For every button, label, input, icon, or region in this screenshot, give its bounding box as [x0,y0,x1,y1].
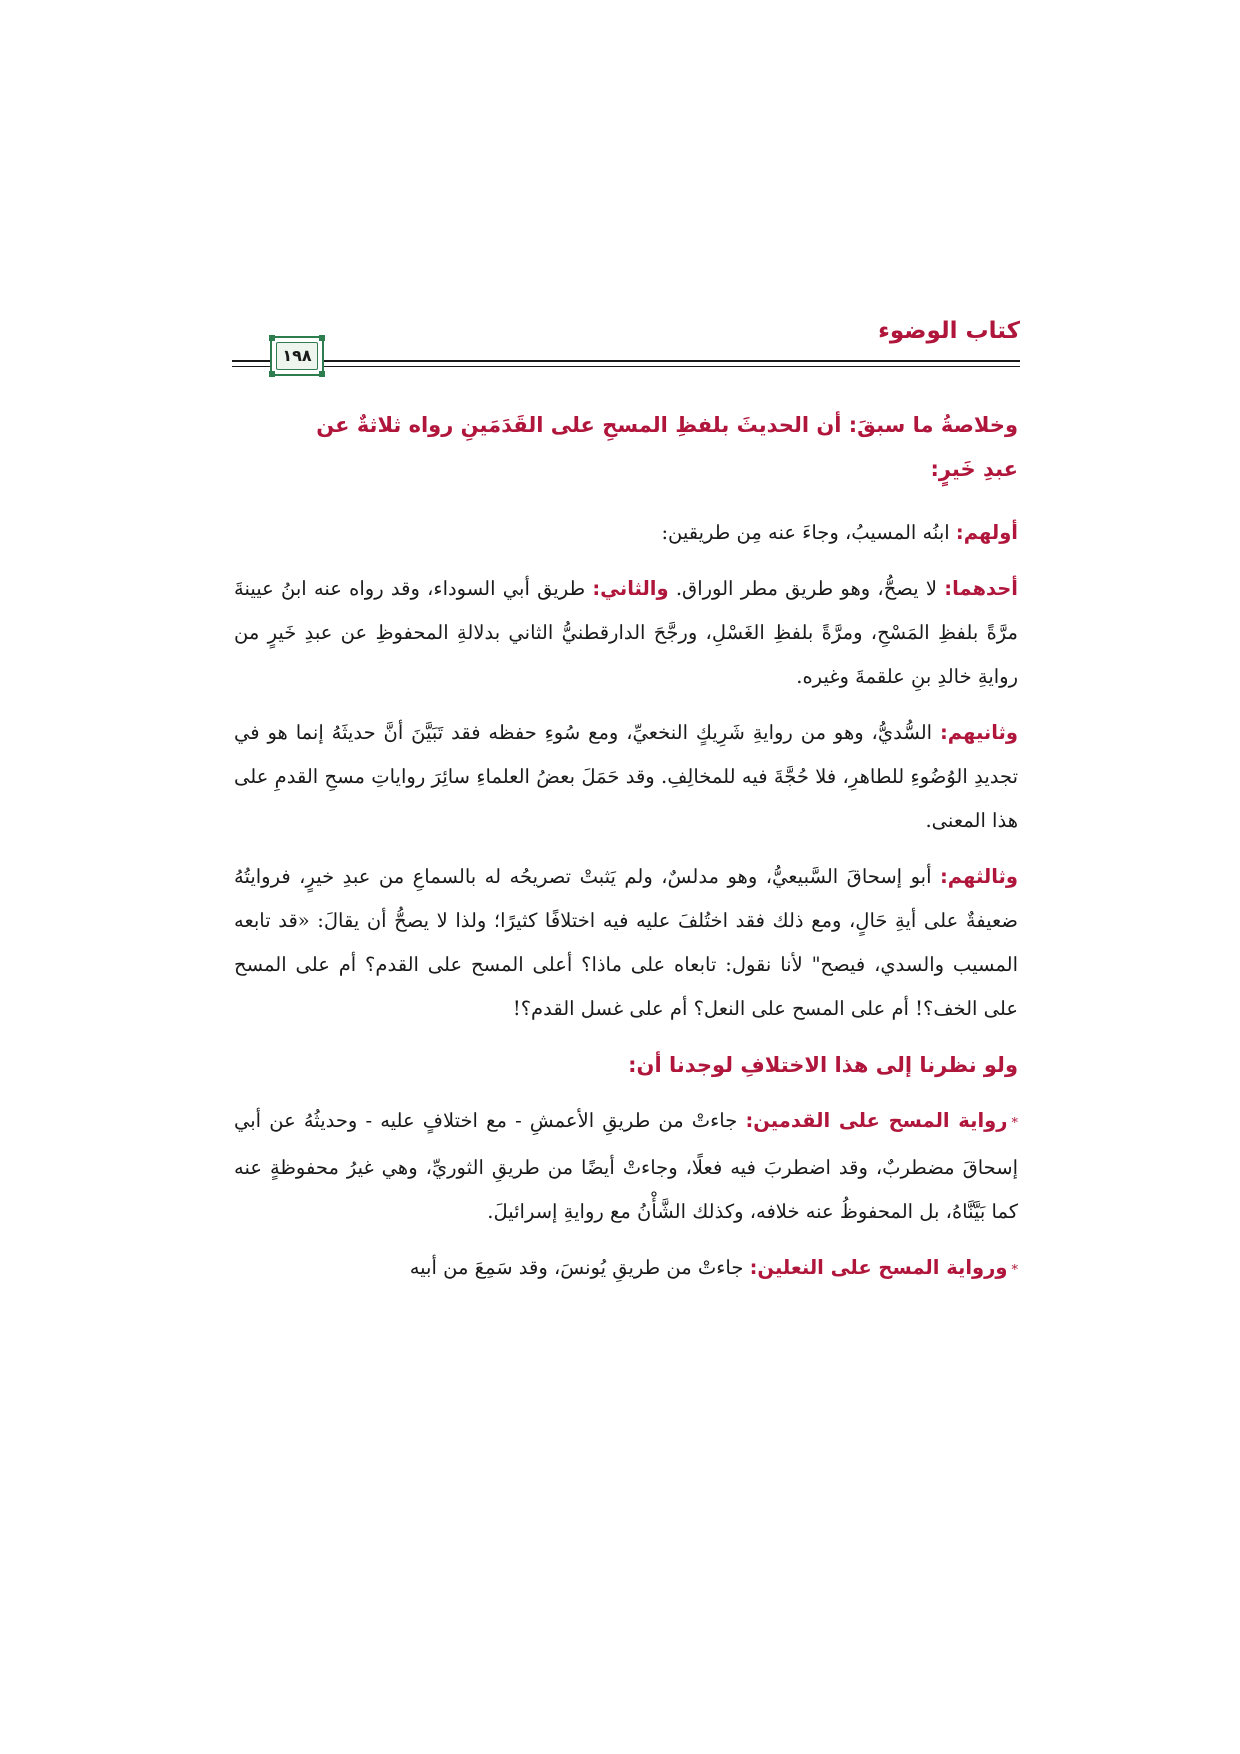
summary-line-1: وخلاصةُ ما سبقَ: أن الحديثَ بلفظِ المسحِ على القَدَمَينِ رواه ثلاثةٌ عن [316,413,1018,437]
paragraph-feet-narration [234,1099,1018,1234]
page-number-badge [270,336,324,376]
sandals-text: جاءتْ من طريقِ يُونسَ، وقد سَمِعَ من أبيه [409,1256,750,1279]
paragraph-second-narrator [234,711,1018,843]
page-number: ١٩٨ [282,346,312,365]
paragraph-first-narrator [234,511,1018,555]
feet-text: جاءتْ من طريقِ الأعمشِ - مع اختلافٍ عليه - وحديثُهُ عن أبي إسحاقَ مضطربٌ، وقد اضطربَ فيه فعلًا، وجاءتْ أيضًا من طريقِ الثوريِّ، وهي غيرُ محفوظةٍ عنه كما بَيَّنَّاهُ، بل المحفوظُ عنه خلافه، وكذلك الشَّأْنُ مع روايةِ إسرائيلَ. [234,1109,1018,1223]
paragraph-third-narrator [234,855,1018,1031]
badge-corner-ornament [269,371,275,377]
second-route-text: طريق أبي السوداء، وقد رواه عنه ابنُ عيينةَ مرَّةً بلفظِ المَسْحِ، ومرَّةً بلفظِ الغَسْلِ، ورجَّحَ الدارقطنيُّ الثاني بدلالةِ المحفوظِ عن عبدِ خَيرٍ من روايةِ خالدِ بنِ علقمةَ وغيره. [234,577,1018,688]
header-rule-top [232,360,1020,362]
second-text: السُّديُّ، وهو من روايةِ شَرِيكٍ النخعيِّ، ومع سُوءِ حفظه فقد تَبَيَّنَ أنَّ حديثَهُ إنما هو في تجديدِ الوُضُوءِ للطاهرِ، فلا حُجَّةَ فيه للمخالِفِ. وقد حَمَلَ بعضُ العلماءِ سائِرَ رواياتِ مسحِ القدمِ على هذا المعنى. [234,721,1018,832]
one-of-two-text: لا يصحُّ، وهو طريق مطر الوراق. [668,577,945,600]
looking-heading: ولو نظرنا إلى هذا الاختلافِ لوجدنا أن: [628,1053,1018,1077]
book-title: كتاب الوضوء [878,318,1020,344]
sandals-label: ورواية المسح على النعلين: [749,1256,1008,1279]
third-text: أبو إسحاقَ السَّبيعيُّ، وهو مدلسٌ، ولم يَثبتْ تصريحُه له بالسماعِ من عبدِ خيرٍ، فروايتُهُ ضعيفةٌ على أيةِ حَالٍ، ومع ذلك فقد اختُلفَ عليه فيه اختلافًا كثيرًا؛ ولذا لا يصحُّ أن يقالَ: «قد تابعه المسيب والسدي، فيصح" لأنا نقول: تابعاه على ماذا؟ أعلى المسح على القدم؟ أم على المسح على الخف؟! أم على المسح على النعل؟ أم على غسل القدم؟! [234,865,1018,1020]
summary-heading [234,403,1018,491]
paragraph-sandals-narration [234,1246,1018,1293]
bullet-star: * [1011,1263,1018,1278]
badge-corner-ornament [269,335,275,341]
page-header [232,318,1020,378]
bullet-star: * [1011,1116,1018,1131]
header-rule-bottom [232,366,1020,367]
page-body [234,403,1018,1293]
paragraph-two-routes [234,567,1018,699]
second-label: وثانيهم: [939,721,1018,744]
badge-corner-ornament [319,335,325,341]
badge-corner-ornament [319,371,325,377]
first-label: أولهم: [955,521,1018,544]
third-label: وثالثهم: [939,865,1018,888]
one-of-two-label: أحدهما: [944,577,1018,600]
feet-label: رواية المسح على القدمين: [745,1109,1008,1132]
summary-line-2: عبدِ خَيرٍ: [930,457,1018,481]
second-route-label: والثاني: [592,577,669,600]
first-text: ابنُه المسيبُ، وجاءَ عنه مِن طريقين: [661,521,956,544]
